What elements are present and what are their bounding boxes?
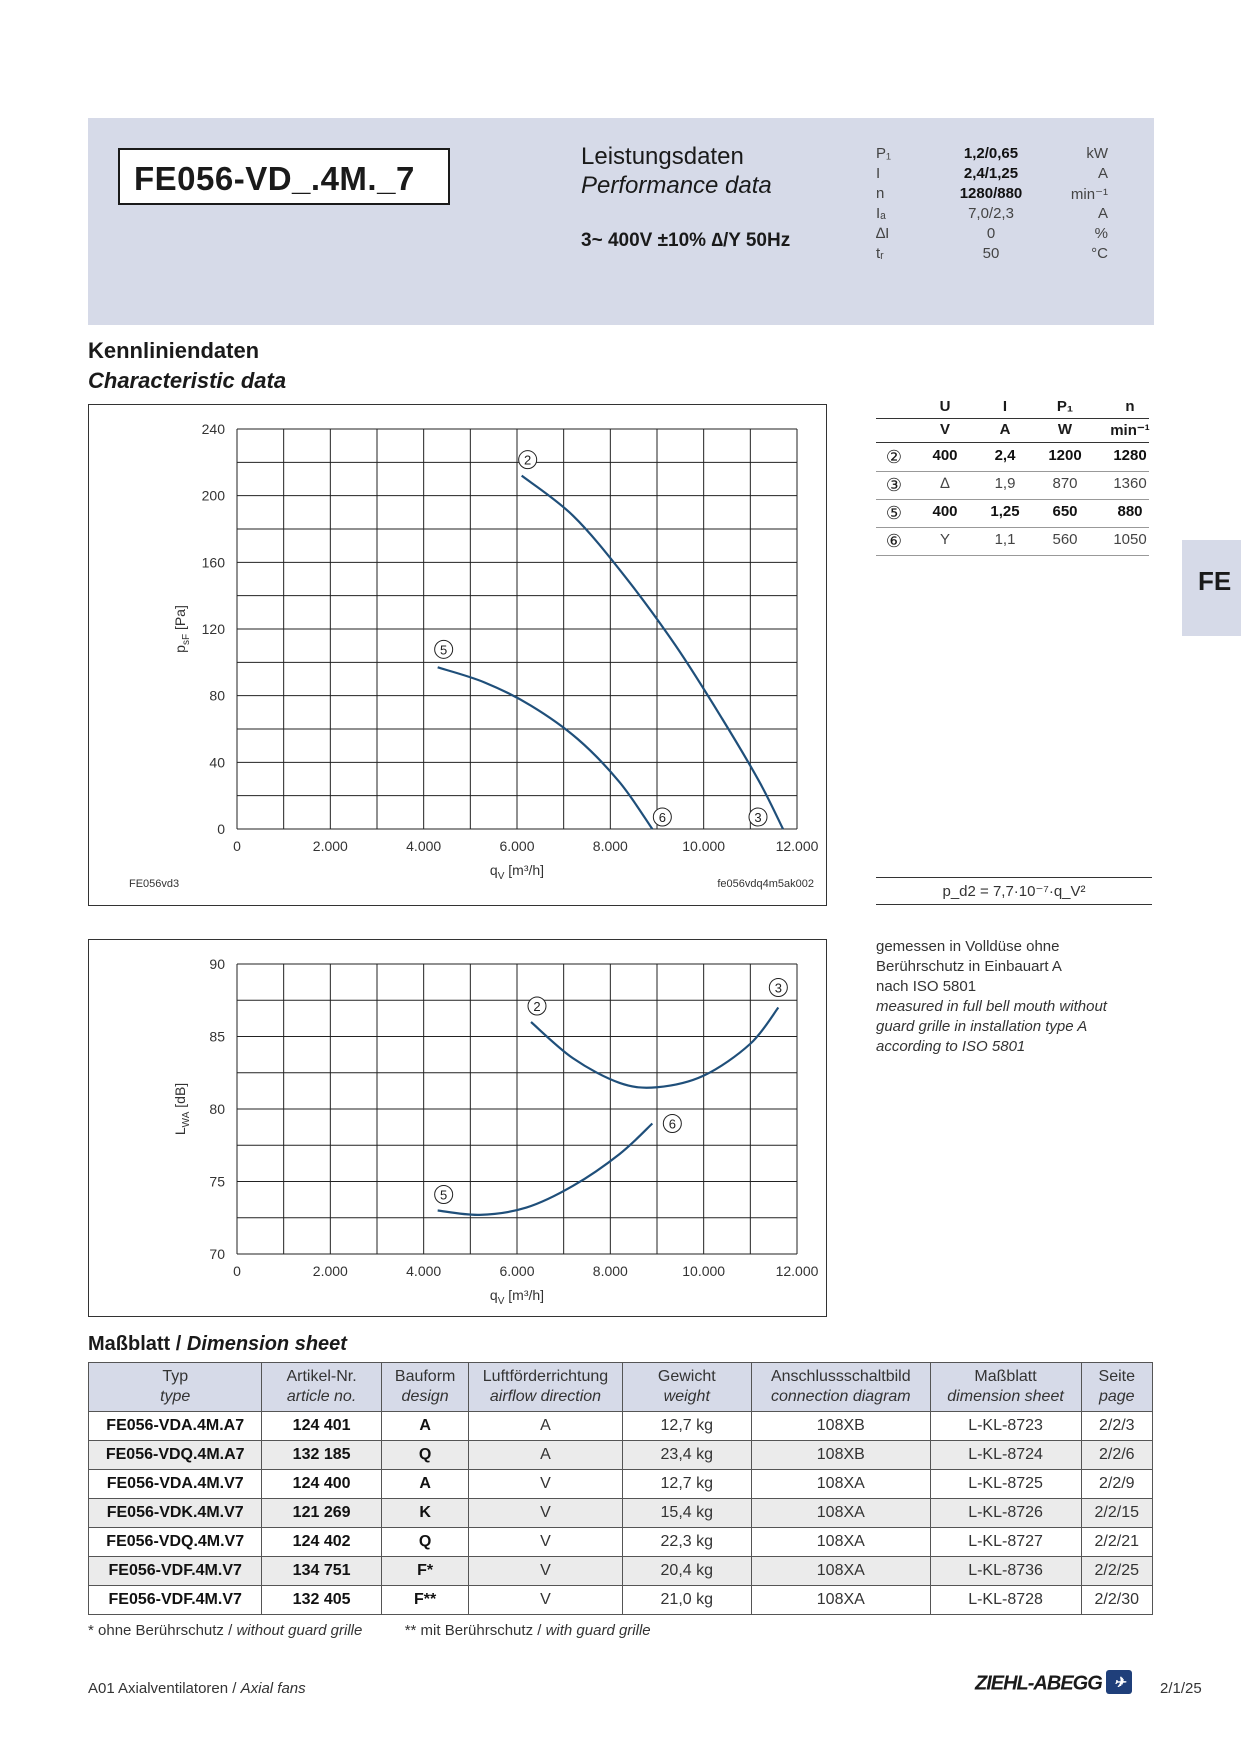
footnote-2-de: ** mit Berührschutz / [404,1622,542,1639]
note-de: gemessen in Volldüse ohne Berührschutz in Einbauart A nach ISO 5801 [876,938,1062,995]
table-cell: 12,7 kg [622,1412,752,1441]
perf-title: Leistungsdaten [581,143,744,170]
table-cell: 2/2/21 [1081,1528,1152,1557]
table-cell: 23,4 kg [622,1441,752,1470]
table-cell: FE056-VDK.4M.V7 [89,1499,262,1528]
chart-code-right: fe056vdq4m5ak002 [717,878,814,890]
formula-line-top [876,877,1152,878]
table-cell: F** [381,1586,469,1615]
column-header [89,1363,262,1412]
spec-sym: Iₐ [876,205,886,222]
footnote-2-en: with guard grille [545,1622,651,1639]
op-header-symbol: U [939,398,951,415]
table-row [89,1557,1153,1586]
op-cell-value: 1360 [1113,475,1147,492]
x-axis-label: $q_V$ [m³/h] [489,862,545,882]
spec-val: 0 [986,225,996,242]
x-tick-label: 4.000 [406,1263,442,1279]
table-cell: L-KL-8724 [930,1441,1081,1470]
table-cell: 2/2/25 [1081,1557,1152,1586]
chart-code-left: FE056vd3 [129,878,180,890]
x-axis-label: $q_V$ [m³/h] [489,1287,545,1307]
measurement-note [876,937,1107,1057]
sound-chart [89,940,826,1316]
footer-category-en: Axial fans [240,1680,306,1697]
op-cell-value: ∆ [940,475,950,492]
column-header-de: Artikel-Nr. [286,1368,357,1385]
pressure-chart [89,405,826,905]
column-header-de: Gewicht [657,1368,716,1385]
x-tick-label: 6.000 [499,1263,535,1279]
column-header [622,1363,752,1412]
curve-marker-label: 3 [774,980,782,996]
spec-val: 7,0/2,3 [968,205,1014,222]
table-cell: 21,0 kg [622,1586,752,1615]
table-cell: L-KL-8728 [930,1586,1081,1615]
table-cell: L-KL-8736 [930,1557,1081,1586]
table-cell: FE056-VDF.4M.V7 [89,1586,262,1615]
table-cell: FE056-VDF.4M.V7 [89,1557,262,1586]
footnotes [88,1622,651,1639]
op-cell-value: 870 [1052,475,1078,492]
spec-unit: °C [1091,245,1108,262]
op-cell-value: 1,9 [994,475,1016,492]
op-divider [876,471,1149,472]
op-divider [876,499,1149,500]
op-header-unit: min⁻¹ [1110,422,1150,439]
op-cell-value: 650 [1052,503,1078,520]
column-header-en: article no. [286,1388,357,1405]
column-header [1081,1363,1152,1412]
table-cell: 124 400 [262,1470,381,1499]
x-tick-label: 6.000 [499,838,535,854]
op-cell-value: 880 [1117,503,1143,520]
footer-category [88,1680,306,1697]
op-header-symbol: n [1125,398,1135,415]
column-header-de: Typ [162,1368,189,1385]
y-axis-label: $p_{sF}$ [Pa] [172,605,192,653]
y-tick-label: 160 [201,554,225,571]
column-header [469,1363,622,1412]
table-cell: A [381,1470,469,1499]
table-cell: 132 185 [262,1441,381,1470]
column-header-de: Maßblatt [974,1368,1037,1385]
table-cell: 2/2/9 [1081,1470,1152,1499]
column-header-de: Bauform [394,1368,456,1385]
y-tick-label: 0 [217,821,225,837]
op-divider [876,442,1149,443]
spec-row [876,205,1116,225]
op-cell-value: 400 [932,503,958,520]
logo-icon: ✈ [1106,1670,1132,1694]
y-tick-label: 90 [209,956,225,972]
table-cell: 134 751 [262,1557,381,1586]
curve-marker-label: 6 [668,1116,676,1132]
footer-category-de: A01 Axialventilatoren / [88,1680,237,1697]
op-divider [876,555,1149,556]
brand-logo [975,1672,1132,1696]
table-row [89,1470,1153,1499]
curve-marker-label: 2 [533,999,541,1014]
column-header-en: connection diagram [770,1388,911,1405]
spec-unit: A [1097,205,1108,222]
spec-row [876,185,1116,205]
table-cell: 124 402 [262,1528,381,1557]
op-row-marker: ② [885,447,903,467]
table-row [89,1412,1153,1441]
side-tab[interactable]: FE [1182,540,1241,636]
table-cell: 124 401 [262,1412,381,1441]
supply-voltage: 3~ 400V ±10% ∆/Y 50Hz [581,230,791,251]
op-row-marker: ⑥ [885,531,903,551]
curve-marker-label: 5 [440,1187,448,1203]
table-cell: L-KL-8726 [930,1499,1081,1528]
table-cell: F* [381,1557,469,1586]
table-cell: 108XA [752,1586,931,1615]
x-tick-label: 10.000 [682,1263,726,1279]
y-tick-label: 80 [209,687,225,704]
table-cell: V [469,1528,622,1557]
table-cell: 2/2/30 [1081,1586,1152,1615]
table-cell: 15,4 kg [622,1499,752,1528]
table-row [89,1586,1153,1615]
y-tick-label: 75 [209,1173,225,1190]
table-cell: 2/2/3 [1081,1412,1152,1441]
table-cell: 108XA [752,1557,931,1586]
x-tick-label: 12.000 [775,1263,819,1279]
column-header-en: design [401,1388,449,1405]
section-title: Kennliniendaten [88,338,260,363]
op-header-symbol: I [1002,398,1008,415]
dimension-table [88,1362,1153,1615]
op-header-unit: W [1057,421,1073,438]
dimension-table-body [89,1412,1153,1615]
table-cell: A [381,1412,469,1441]
table-cell: FE056-VDA.4M.V7 [89,1470,262,1499]
column-header-en: type [160,1388,191,1405]
spec-sym: ∆I [876,225,890,242]
column-header-de: Anschlussschaltbild [770,1368,911,1385]
column-header [262,1363,381,1412]
column-header-de: Seite [1098,1368,1135,1385]
table-cell: Q [381,1441,469,1470]
dimension-title-en: Dimension sheet [186,1333,347,1355]
spec-unit: kW [1086,145,1108,162]
x-tick-label: 4.000 [406,838,442,854]
table-cell: 12,7 kg [622,1470,752,1499]
pressure-chart-frame [88,404,827,906]
model-title: FE056-VD_.4M._7 [118,148,450,205]
op-header-unit: V [939,421,950,438]
table-row [89,1528,1153,1557]
op-cell-value: 1200 [1048,447,1082,464]
table-cell: 108XB [752,1412,931,1441]
table-cell: 22,3 kg [622,1528,752,1557]
table-cell: A [469,1412,622,1441]
spec-row [876,245,1116,265]
table-cell: L-KL-8723 [930,1412,1081,1441]
table-cell: FE056-VDQ.4M.A7 [89,1441,262,1470]
spec-val: 2,4/1,25 [963,165,1019,182]
op-divider [876,418,1149,419]
table-cell: V [469,1499,622,1528]
op-row-marker: ⑤ [885,503,903,523]
spec-row [876,225,1116,245]
column-header-en: weight [663,1388,710,1405]
y-axis-label: $L_{WA}$ [dB] [172,1082,192,1136]
op-cell-value: 1,25 [990,503,1020,520]
spec-val: 1,2/0,65 [963,145,1019,162]
column-header [381,1363,469,1412]
table-cell: FE056-VDQ.4M.V7 [89,1528,262,1557]
dimension-title-de: Maßblatt / [88,1333,182,1355]
curve-marker-label: 2 [524,452,532,468]
column-header [752,1363,931,1412]
column-header [930,1363,1081,1412]
y-tick-label: 120 [201,621,225,637]
table-cell: 121 269 [262,1499,381,1528]
table-cell: 2/2/15 [1081,1499,1152,1528]
curve-marker-label: 3 [754,810,762,825]
x-tick-label: 10.000 [682,838,726,854]
column-header-de: Luftförderrichtung [482,1368,609,1385]
x-tick-label: 8.000 [592,838,628,854]
table-cell: 108XA [752,1528,931,1557]
table-cell: 132 405 [262,1586,381,1615]
op-row-marker: ③ [885,475,903,495]
table-cell: 108XA [752,1499,931,1528]
x-tick-label: 8.000 [592,1263,628,1279]
dimension-table-header [89,1363,1153,1412]
column-header-en: dimension sheet [947,1388,1064,1405]
note-en: measured in full bell mouth without guard grille in installation type A according to ISO 5801 [876,998,1107,1055]
page-number: 2/1/25 [1160,1680,1202,1697]
x-tick-label: 0 [233,838,241,854]
op-cell-value: 400 [932,447,958,464]
table-cell: L-KL-8727 [930,1528,1081,1557]
table-cell: L-KL-8725 [930,1470,1081,1499]
op-header-unit: A [999,421,1011,438]
curve-marker-label: 6 [658,810,666,825]
spec-val: 1280/880 [959,185,1023,202]
spec-sym: tᵣ [876,245,884,262]
spec-val: 50 [982,245,1000,262]
column-header-en: page [1098,1388,1135,1405]
spec-sym: n [876,185,885,202]
spec-sym: P₁ [876,145,892,162]
column-header-en: airflow direction [489,1388,602,1405]
spec-unit: A [1097,165,1108,182]
spec-row [876,145,1116,165]
dimension-title [88,1333,347,1356]
x-tick-label: 2.000 [312,838,348,854]
op-cell-value: 1280 [1113,447,1147,464]
table-row [89,1499,1153,1528]
table-row [89,1441,1153,1470]
table-cell: A [469,1441,622,1470]
curve-marker-label: 5 [440,642,448,658]
op-cell-value: 2,4 [994,447,1016,464]
op-cell-value: 560 [1052,531,1078,548]
table-cell: V [469,1470,622,1499]
table-cell: FE056-VDA.4M.A7 [89,1412,262,1441]
op-cell-value: 1050 [1113,531,1147,548]
sound-chart-frame [88,939,827,1317]
x-tick-label: 12.000 [775,838,819,854]
op-cell-value: 1,1 [994,531,1016,548]
table-cell: 2/2/6 [1081,1441,1152,1470]
spec-sym: I [876,165,881,182]
op-header-symbol: P₁ [1056,398,1074,415]
op-cell-value: Y [939,531,950,548]
y-tick-label: 240 [201,421,225,437]
table-cell: 20,4 kg [622,1557,752,1586]
spec-unit: % [1094,225,1108,242]
op-divider [876,527,1149,528]
table-cell: Q [381,1528,469,1557]
spec-row [876,165,1116,185]
table-cell: K [381,1499,469,1528]
y-tick-label: 70 [209,1246,225,1262]
brand-logo-text: ZIEHL-ABEGG [975,1672,1102,1695]
perf-subtitle: Performance data [581,172,772,199]
table-cell: 108XB [752,1441,931,1470]
y-tick-label: 80 [209,1101,225,1117]
series-line [531,1008,778,1088]
spec-unit: min⁻¹ [1070,186,1108,203]
formula-line-bottom [876,904,1152,905]
y-tick-label: 200 [201,487,225,504]
x-tick-label: 2.000 [312,1263,348,1279]
footnote-1-en: without guard grille [236,1622,363,1639]
section-subtitle: Characteristic data [88,368,287,393]
table-cell: V [469,1586,622,1615]
y-tick-label: 40 [209,754,225,771]
formula: p_d2 = 7,7·10⁻⁷·q_V² [942,883,1086,900]
y-tick-label: 85 [209,1028,225,1045]
table-cell: V [469,1557,622,1586]
table-cell: 108XA [752,1470,931,1499]
footnote-1-de: * ohne Berührschutz / [88,1622,233,1639]
x-tick-label: 0 [233,1263,241,1279]
